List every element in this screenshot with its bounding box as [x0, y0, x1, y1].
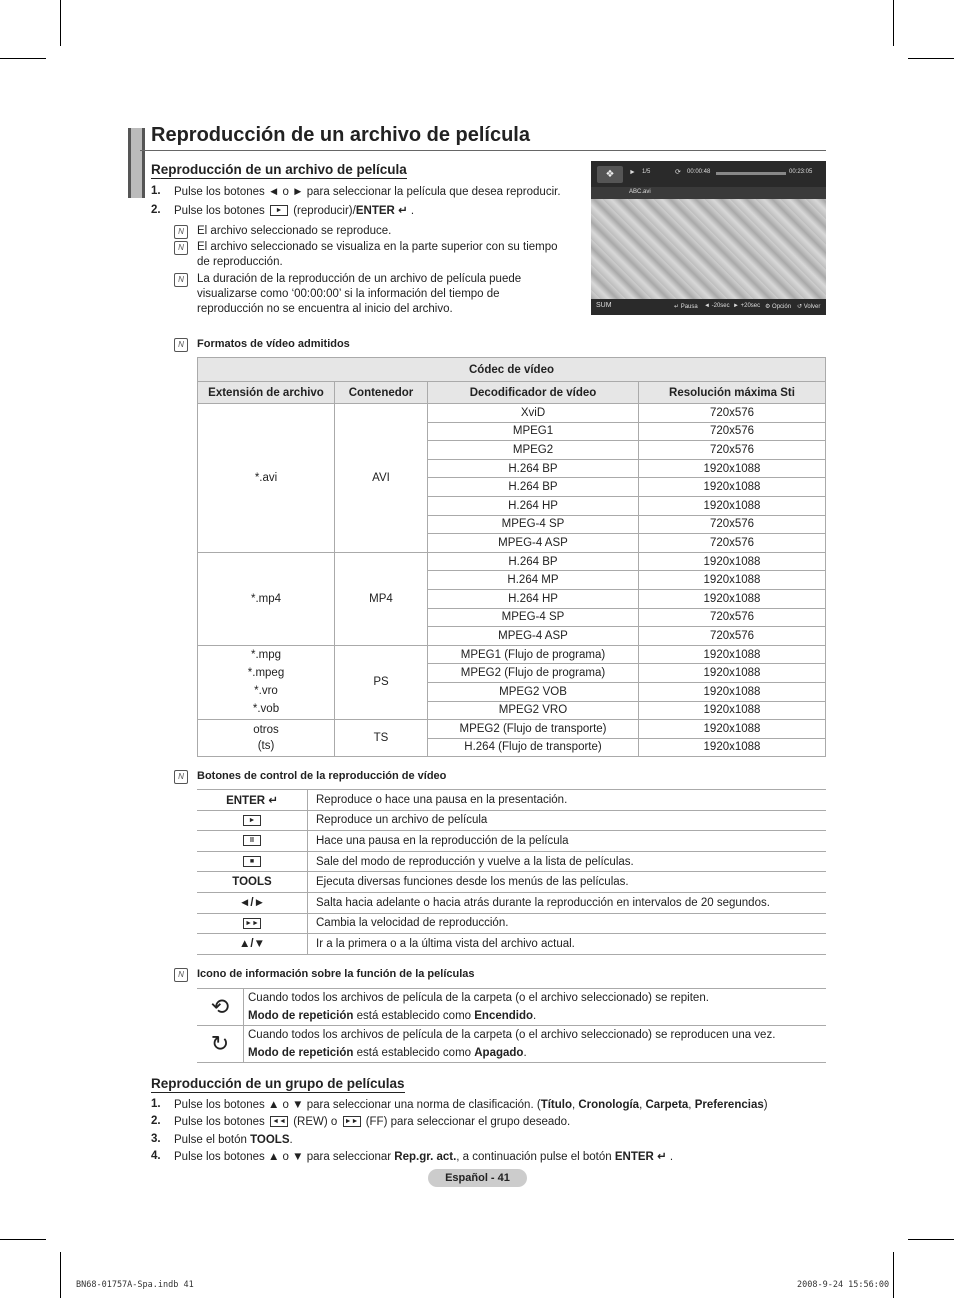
- pause-button-icon: II: [243, 835, 261, 846]
- resolution-cell: 720x576: [639, 441, 826, 460]
- resolution-cell: 720x576: [639, 608, 826, 627]
- controls-heading: Botones de control de la reproducción de vídeo: [197, 770, 447, 782]
- player-control: ↵ Pausa: [674, 304, 698, 310]
- resolution-cell: 1920x1088: [639, 459, 826, 478]
- up-down-key: ▲/▼: [197, 934, 308, 955]
- resolution-cell: 1920x1088: [639, 589, 826, 608]
- table-row: [197, 810, 826, 831]
- imprint-file: BN68-01757A-Spa.indb 41: [76, 1280, 194, 1290]
- player-control: ► +20sec: [733, 303, 761, 309]
- step-number: 4.: [151, 1150, 161, 1162]
- player-screenshot: [591, 161, 826, 315]
- enter-icon: ↵: [394, 205, 408, 217]
- step-text: Pulse los botones ◄◄ (REW) o ►► (FF) para seleccionar el grupo deseado.: [174, 1116, 571, 1128]
- play-key: [197, 810, 308, 831]
- decoder-cell: MPEG1: [428, 422, 639, 441]
- ext-cell: otros (ts): [198, 720, 335, 757]
- table-row: [197, 989, 826, 1026]
- table-row: [198, 720, 826, 739]
- player-track: 1/5: [642, 169, 651, 175]
- resolution-cell: 720x576: [639, 627, 826, 646]
- ext-cell: *.avi: [198, 404, 335, 553]
- decoder-cell: MPEG-4 SP: [428, 608, 639, 627]
- col-decoder: Decodificador de vídeo: [428, 382, 639, 404]
- resolution-cell: 720x576: [639, 422, 826, 441]
- col-extension: Extensión de archivo: [198, 382, 335, 404]
- progress-bar: [716, 172, 786, 175]
- note-icon: N: [174, 338, 188, 352]
- note-icon: N: [174, 241, 188, 255]
- repeat-icon: ⟳: [675, 169, 681, 176]
- step-number: 1.: [151, 1098, 161, 1110]
- container-cell: PS: [335, 645, 428, 719]
- resolution-cell: 1920x1088: [639, 682, 826, 701]
- col-container: Contenedor: [335, 382, 428, 404]
- table-row: [198, 404, 826, 423]
- stop-key: [197, 851, 308, 872]
- icons-heading: Icono de información sobre la función de la películas: [197, 968, 475, 980]
- icons-table: [197, 988, 826, 1063]
- decoder-cell: H.264 HP: [428, 589, 639, 608]
- resolution-cell: 1920x1088: [639, 738, 826, 757]
- page-title: Reproducción de un archivo de película: [151, 124, 530, 146]
- container-cell: TS: [335, 720, 428, 757]
- title-divider: [140, 150, 826, 151]
- tools-key: TOOLS: [197, 872, 308, 893]
- table-row: [197, 872, 826, 893]
- note-icon: N: [174, 273, 188, 287]
- control-desc: Sale del modo de reproducción y vuelve a la lista de películas.: [308, 851, 827, 872]
- player-filename: ABC.avi: [629, 189, 651, 195]
- stop-button-icon: ■: [243, 856, 261, 867]
- table-row: [197, 1026, 826, 1063]
- decoder-cell: XviD: [428, 404, 639, 423]
- decoder-cell: H.264 BP: [428, 459, 639, 478]
- repeat-off-icon: ↻: [197, 1026, 244, 1063]
- decoder-cell: H.264 BP: [428, 552, 639, 571]
- player-total: 00:23:05: [789, 169, 813, 175]
- step-number: 1.: [151, 185, 161, 197]
- resolution-cell: 1920x1088: [639, 478, 826, 497]
- decoder-cell: H.264 (Flujo de transporte): [428, 738, 639, 757]
- step-number: 2.: [151, 204, 161, 216]
- control-desc: Cambia la velocidad de reproducción.: [308, 913, 827, 934]
- table-row: [197, 892, 826, 913]
- formats-heading: Formatos de vídeo admitidos: [197, 338, 350, 350]
- section-heading-group: Reproducción de un grupo de películas: [151, 1076, 405, 1091]
- table-row: [197, 831, 826, 852]
- step-number: 3.: [151, 1133, 161, 1145]
- controls-table: [197, 789, 826, 955]
- decoder-cell: H.264 MP: [428, 571, 639, 590]
- play-state-icon: ►: [629, 169, 636, 176]
- note-text: El archivo seleccionado se visualiza en la parte superior con su tiempo de reproducción.: [197, 241, 558, 268]
- resolution-cell: 720x576: [639, 534, 826, 553]
- control-desc: Hace una pausa en la reproducción de la película: [308, 831, 827, 852]
- resolution-cell: 1920x1088: [639, 645, 826, 664]
- formats-table: [197, 357, 826, 757]
- page-number: Español - 41: [428, 1169, 527, 1187]
- player-control: ↺ Volver: [797, 304, 821, 310]
- step-number: 2.: [151, 1115, 161, 1127]
- enter-key: ENTER ↵: [197, 790, 308, 811]
- resolution-cell: 720x576: [639, 404, 826, 423]
- ext-cell: *.mpg *.mpeg *.vro *.vob: [198, 645, 335, 719]
- rewind-icon: ◄◄: [270, 1116, 288, 1127]
- resolution-cell: 1920x1088: [639, 552, 826, 571]
- step-text: Pulse los botones ◄ o ► para seleccionar la película que desea reproducir.: [174, 186, 561, 198]
- decoder-cell: MPEG-4 ASP: [428, 627, 639, 646]
- decoder-cell: MPEG2: [428, 441, 639, 460]
- note-icon: N: [174, 770, 188, 784]
- control-desc: Reproduce o hace una pausa en la presentación.: [308, 790, 827, 811]
- table-row: [197, 913, 826, 934]
- repeat-on-icon: ⟲: [197, 989, 244, 1026]
- control-desc: Reproduce un archivo de película: [308, 810, 827, 831]
- icon-desc: Cuando todos los archivos de película de la carpeta (o el archivo seleccionado) se repiten. Modo de repetición está establecido como Encendido.: [244, 989, 827, 1026]
- resolution-cell: 1920x1088: [639, 496, 826, 515]
- step-text: Pulse los botones ▲ o ▼ para seleccionar Rep.gr. act., a continuación pulse el botón ENTER ↵ .: [174, 1151, 674, 1163]
- step-text: Pulse el botón TOOLS.: [174, 1134, 293, 1146]
- table-row: [197, 934, 826, 955]
- enter-icon: ↵: [265, 794, 278, 807]
- step-text: Pulse los botones ▲ o ▼ para seleccionar una norma de clasificación. (Título, Cronología, Carpeta, Preferencias): [174, 1099, 768, 1111]
- play-button-icon: ►: [270, 205, 288, 216]
- decoder-cell: MPEG2 (Flujo de programa): [428, 664, 639, 683]
- play-button-icon: ►: [243, 815, 261, 826]
- step-text: Pulse los botones ► (reproducir)/ENTER ↵ .: [174, 205, 415, 217]
- pause-key: [197, 831, 308, 852]
- col-resolution: Resolución máxima Sti: [639, 382, 826, 404]
- fast-forward-icon: ►►: [343, 1116, 361, 1127]
- table-row: [198, 552, 826, 571]
- resolution-cell: 1920x1088: [639, 720, 826, 739]
- player-device: SUM: [596, 302, 612, 309]
- decoder-cell: MPEG1 (Flujo de programa): [428, 645, 639, 664]
- resolution-cell: 720x576: [639, 515, 826, 534]
- codec-header: Códec de vídeo: [198, 358, 826, 382]
- table-row: [197, 790, 826, 811]
- fast-forward-icon: ►►: [243, 918, 261, 929]
- decoder-cell: MPEG2 (Flujo de transporte): [428, 720, 639, 739]
- imprint-date: 2008-9-24 15:56:00: [797, 1280, 890, 1290]
- section-heading-play: Reproducción de un archivo de película: [151, 162, 407, 177]
- left-right-key: ◄/►: [197, 892, 308, 913]
- container-cell: AVI: [335, 404, 428, 553]
- container-cell: MP4: [335, 552, 428, 645]
- decoder-cell: MPEG-4 ASP: [428, 534, 639, 553]
- note-icon: N: [174, 968, 188, 982]
- resolution-cell: 1920x1088: [639, 701, 826, 720]
- decoder-cell: MPEG-4 SP: [428, 515, 639, 534]
- decoder-cell: MPEG2 VOB: [428, 682, 639, 701]
- control-desc: Ir a la primera o a la última vista del archivo actual.: [308, 934, 827, 955]
- control-desc: Ejecuta diversas funciones desde los menús de las películas.: [308, 872, 827, 893]
- player-control: ⚙ Opción: [765, 304, 792, 310]
- resolution-cell: 1920x1088: [639, 571, 826, 590]
- note-text: La duración de la reproducción de un archivo de película puede visualizarse como ‘00:00:00’ si la información del tiempo de reproducción no se encuentra al inicio del archivo.: [197, 273, 522, 315]
- player-control: ◄ -20sec: [704, 303, 730, 309]
- title-decoration: [128, 128, 145, 198]
- table-row: [198, 645, 826, 664]
- decoder-cell: MPEG2 VRO: [428, 701, 639, 720]
- resolution-cell: 1920x1088: [639, 664, 826, 683]
- ff-key: [197, 913, 308, 934]
- note-text: El archivo seleccionado se reproduce.: [197, 225, 392, 237]
- enter-icon: ↵: [653, 1151, 667, 1163]
- movie-icon: ❖: [597, 166, 623, 183]
- decoder-cell: H.264 BP: [428, 478, 639, 497]
- player-elapsed: 00:00:48: [687, 169, 711, 175]
- ext-cell: *.mp4: [198, 552, 335, 645]
- icon-desc: Cuando todos los archivos de película de la carpeta (o el archivo seleccionado) se reproducen una vez. Modo de repetición está establecido como Apagado.: [244, 1026, 827, 1063]
- decoder-cell: H.264 HP: [428, 496, 639, 515]
- control-desc: Salta hacia adelante o hacia atrás durante la reproducción en intervalos de 20 segundos.: [308, 892, 827, 913]
- table-row: [197, 851, 826, 872]
- note-icon: N: [174, 225, 188, 239]
